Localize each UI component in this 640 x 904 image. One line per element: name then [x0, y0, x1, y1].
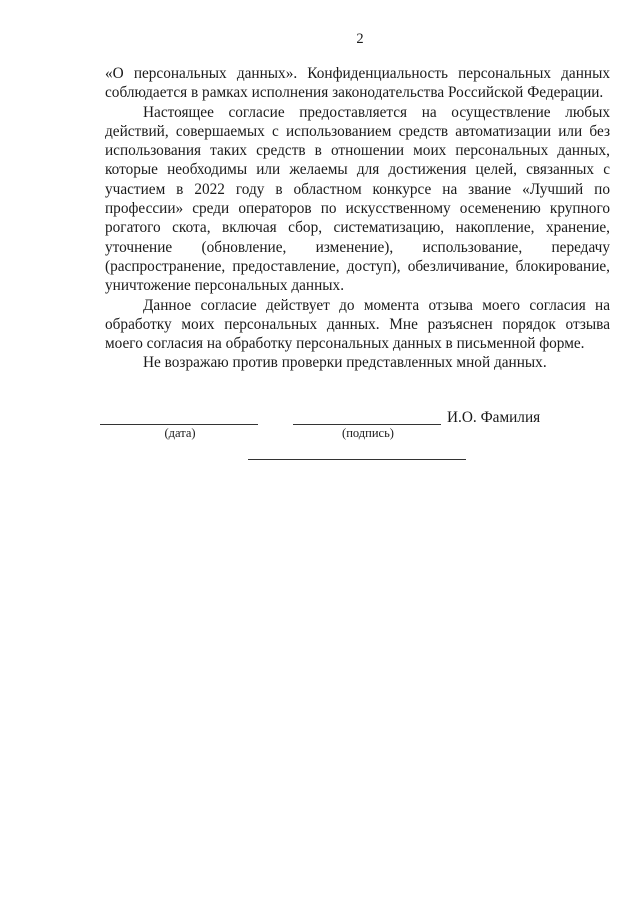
paragraph-verification: Не возражаю против проверки представленных мной данных.	[143, 354, 547, 372]
date-line	[100, 424, 258, 425]
signature-caption: (подпись)	[342, 426, 394, 440]
signer-name: И.О. Фамилия	[447, 409, 541, 426]
date-caption: (дата)	[164, 426, 196, 440]
paragraph-consent-scope: Настоящее согласие предоставляется на осуществление любых действий, совершаемых с использованием средств автоматизации или без использования таких средств в отношении моих персональных данных, которые необходимы или желаемы для достижения целей, связанных с участием в 2022 году в областном конкурсе на звание «Лучший по профессии» среди операторов по искусственному осеменению крупного рогатого скота, включая сбор, систематизацию, накопление, хранение, уточнение (обновление, изменение), использование, передачу (распространение, предоставление, доступ), обезличивание, блокирование, уничтожение персональных данных.	[105, 103, 610, 295]
document-body	[105, 64, 610, 373]
paragraph-continuation: «О персональных данных». Конфиденциальность персональных данных соблюдается в рамках исполнения законодательства Российской Федерации.	[105, 65, 610, 102]
page-number: 2	[356, 31, 364, 47]
paragraph-consent-validity: Данное согласие действует до момента отзыва моего согласия на обработку моих персональных данных. Мне разъяснен порядок отзыва моего согласия на обработку персональных данных в письменной форме.	[105, 296, 610, 353]
signature-line	[293, 424, 441, 425]
bottom-line	[248, 459, 466, 460]
